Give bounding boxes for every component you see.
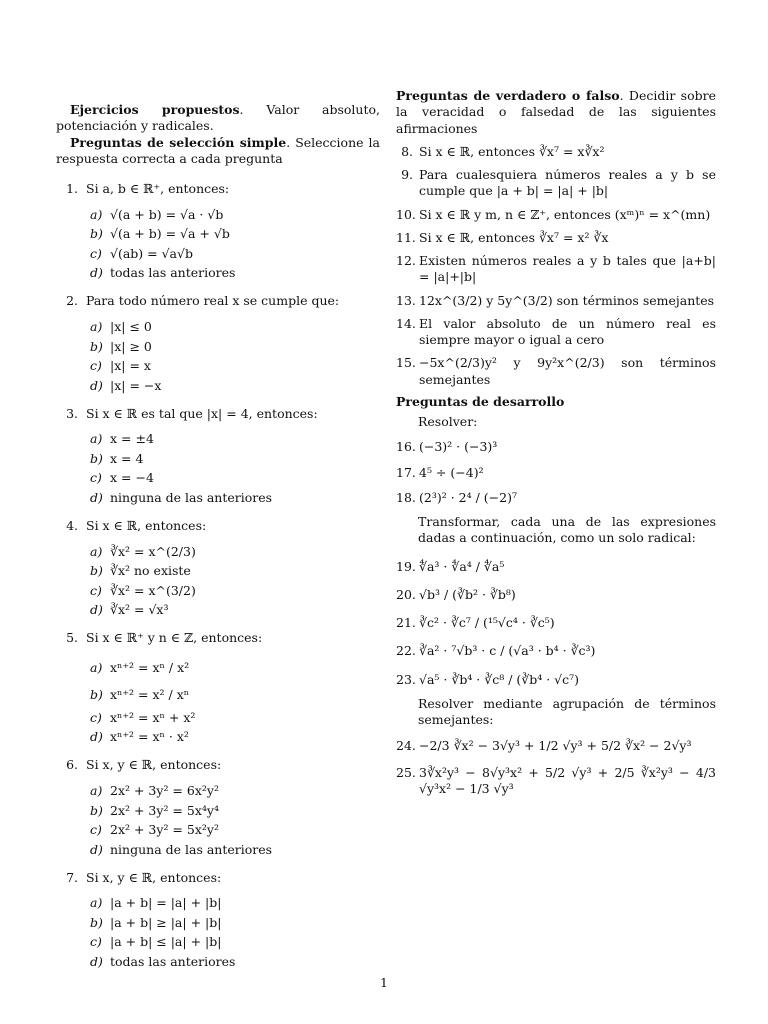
option-list	[90, 205, 380, 283]
tf-rest: . Decidir sobre la veracidad o falsedad de las siguientes afirmaciones	[396, 88, 716, 136]
option-label: c)	[90, 822, 102, 838]
question	[56, 518, 380, 534]
option-math: xⁿ⁺² = xⁿ · x²	[110, 729, 189, 745]
option-math: x = ±4	[110, 431, 154, 447]
tf-item	[396, 293, 716, 309]
option-label: d)	[90, 265, 103, 281]
option-math: √(a + b) = √a · √b	[110, 206, 224, 222]
tf-text: Si x ∈ ℝ, entonces ∛x⁷ = x² ∛x	[419, 229, 609, 245]
tf-number: 12.	[396, 253, 416, 268]
option-label: b)	[90, 226, 103, 242]
option-item	[90, 264, 380, 284]
option-list	[90, 782, 380, 860]
question-number: 6.	[66, 757, 78, 773]
option-list	[90, 894, 380, 972]
option-label: b)	[90, 563, 103, 579]
tf-item	[396, 230, 716, 246]
option-item	[90, 376, 380, 396]
option-item	[90, 488, 380, 508]
tf-title: Preguntas de verdadero o falso	[396, 88, 620, 103]
option-item	[90, 449, 380, 469]
option-item	[90, 708, 380, 728]
option-math: 2x² + 3y² = 5x²y²	[110, 822, 219, 838]
radical-number: 23.	[396, 671, 416, 687]
option-item	[90, 933, 380, 953]
option-label: a)	[90, 895, 103, 911]
option-label: c)	[90, 245, 102, 261]
tf-text: Existen números reales a y b tales que |a+b| = |a|+|b|	[419, 253, 716, 285]
option-math: |x| ≤ 0	[110, 319, 152, 335]
option-item	[90, 225, 380, 245]
question-text: Si x, y ∈ ℝ, entonces:	[86, 757, 222, 773]
tf-number: 8.	[401, 143, 413, 159]
dev-item	[396, 490, 716, 506]
option-item	[90, 840, 380, 860]
option-item	[90, 244, 380, 264]
resolver-label: Resolver:	[418, 414, 478, 429]
tf-text: −5x^(2/3)y² y 9y²x^(2/3) son términos semejantes	[419, 355, 716, 387]
radical-number: 22.	[396, 643, 416, 659]
option-item	[90, 601, 380, 621]
option-math: |x| ≥ 0	[110, 338, 152, 354]
question	[56, 630, 380, 646]
group-item	[396, 765, 716, 798]
option-label: b)	[90, 914, 103, 930]
question-list	[56, 181, 380, 972]
option-item	[90, 913, 380, 933]
option-item	[90, 357, 380, 377]
radical-item	[396, 672, 716, 688]
section-rest: . Seleccione la respuesta correcta a cada pregunta	[56, 134, 380, 166]
option-label: d)	[90, 729, 103, 745]
question-block	[56, 181, 380, 283]
radical-item	[396, 615, 716, 631]
option-item	[90, 581, 380, 601]
option-label: c)	[90, 358, 102, 374]
option-item	[90, 801, 380, 821]
question	[56, 293, 380, 309]
option-label: c)	[90, 709, 102, 725]
option-label: d)	[90, 841, 103, 857]
option-label: a)	[90, 206, 103, 222]
option-math: ∛x² = x^(3/2)	[110, 582, 196, 598]
option-item	[90, 337, 380, 357]
dev-text: (−3)² · (−3)³	[419, 439, 498, 455]
dev-text: (2³)² · 2⁴ / (−2)⁷	[419, 489, 517, 505]
question-number: 4.	[66, 517, 78, 533]
option-math: √(a + b) = √a + √b	[110, 226, 230, 242]
option-label: a)	[90, 319, 103, 335]
option-label: c)	[90, 934, 102, 950]
radical-number: 19.	[396, 558, 416, 574]
transform-text: Transformar, cada una de las expresiones dadas a continuación, como un solo radical:	[418, 514, 716, 546]
option-label: d)	[90, 602, 103, 618]
left-column	[56, 102, 380, 972]
intro-rest: . Valor absoluto, potenciación y radicales.	[56, 102, 381, 134]
radical-item	[396, 643, 716, 659]
question-number: 1.	[66, 181, 78, 196]
question-number: 7.	[66, 869, 78, 885]
tf-item	[396, 355, 716, 388]
option-item	[90, 728, 380, 748]
intro-paragraph	[56, 102, 380, 135]
option-item	[90, 562, 380, 582]
question	[56, 406, 380, 422]
option-label: a)	[90, 659, 103, 675]
question-block	[56, 870, 380, 972]
radical-item	[396, 587, 716, 603]
option-label: d)	[90, 953, 103, 969]
dev-item	[396, 465, 716, 481]
option-list	[90, 542, 380, 620]
option-label: d)	[90, 377, 103, 393]
tf-number: 13.	[396, 292, 416, 308]
intro-title: Ejercicios propuestos	[70, 102, 240, 117]
option-label: a)	[90, 783, 103, 799]
option-item	[90, 782, 380, 802]
option-label: b)	[90, 802, 103, 818]
option-label: c)	[90, 582, 102, 598]
radical-text: √b³ / (∛b² · ∛b⁸)	[419, 586, 516, 602]
option-math: todas las anteriores	[110, 265, 236, 281]
section-title: Preguntas de selección simple	[70, 134, 287, 150]
option-math: xⁿ⁺² = x² / xⁿ	[110, 686, 190, 702]
dev-list	[396, 439, 716, 506]
group-text: −2/3 ∛x² − 3√y³ + 1/2 √y³ + 5/2 ∛x² − 2√y³	[419, 738, 692, 754]
tf-text: Para cualesquiera números reales a y b se cumple que |a + b| = |a| + |b|	[419, 167, 716, 199]
option-item	[90, 430, 380, 450]
tf-number: 14.	[396, 315, 416, 331]
group-text: 3∛x²y³ − 8√y³x² + 5/2 √y³ + 2/5 ∛x²y³ − 4/3 √y³x² − 1/3 √y³	[419, 764, 716, 796]
page-number: 1	[380, 975, 388, 990]
option-math: |x| = x	[110, 358, 151, 374]
radical-text: √a⁵ · ∛b⁴ · ∛c⁸ / (∛b⁴ · √c⁷)	[419, 671, 580, 687]
radical-item	[396, 559, 716, 575]
dev-text: 4⁵ ÷ (−4)²	[419, 464, 484, 480]
option-item	[90, 469, 380, 489]
option-list	[90, 430, 380, 508]
radical-list	[396, 559, 716, 688]
tf-item	[396, 167, 716, 200]
option-math: todas las anteriores	[110, 953, 236, 969]
question	[56, 757, 380, 773]
option-item	[90, 894, 380, 914]
option-math: x = 4	[110, 450, 144, 466]
group-list	[396, 738, 716, 797]
question-text: Si a, b ∈ ℝ⁺, entonces:	[86, 181, 230, 196]
question	[56, 181, 380, 197]
right-column	[396, 88, 716, 797]
option-math: |a + b| = |a| + |b|	[110, 895, 222, 911]
question-text: Si x ∈ ℝ es tal que |x| = 4, entonces:	[86, 405, 318, 421]
true-false-list	[396, 144, 716, 388]
option-item	[90, 681, 380, 708]
option-label: c)	[90, 470, 102, 486]
option-item	[90, 318, 380, 338]
group-text: Resolver mediante agrupación de términos semejantes:	[418, 695, 716, 727]
radical-text: ∛a² · ⁷√b³ · c / (√a³ · b⁴ · ∛c³)	[419, 643, 596, 659]
tf-number: 10.	[396, 206, 416, 222]
option-item	[90, 952, 380, 972]
tf-item	[396, 144, 716, 160]
question	[56, 870, 380, 886]
question-block	[56, 293, 380, 395]
tf-text: El valor absoluto de un número real es siempre mayor o igual a cero	[419, 315, 716, 347]
option-math: x = −4	[110, 470, 154, 486]
question-block	[56, 757, 380, 859]
tf-paragraph	[396, 88, 716, 137]
tf-item	[396, 253, 716, 286]
dev-number: 18.	[396, 489, 416, 505]
question-text: Si x ∈ ℝ⁺ y n ∈ ℤ, entonces:	[86, 630, 263, 645]
question-number: 5.	[66, 630, 78, 645]
option-label: b)	[90, 338, 103, 354]
option-label: d)	[90, 489, 103, 505]
section-paragraph	[56, 135, 380, 168]
option-math: |x| = −x	[110, 377, 162, 393]
option-math: |a + b| ≥ |a| + |b|	[110, 914, 222, 930]
option-label: a)	[90, 543, 103, 559]
option-math: xⁿ⁺² = xⁿ + x²	[110, 709, 196, 725]
tf-text: Si x ∈ ℝ, entonces ∛x⁷ = x∛x²	[419, 143, 605, 159]
question-block	[56, 406, 380, 508]
option-math: ninguna de las anteriores	[110, 841, 273, 857]
question-text: Si x, y ∈ ℝ, entonces:	[86, 869, 222, 885]
group-number: 24.	[396, 738, 416, 754]
option-list	[90, 318, 380, 396]
question-number: 3.	[66, 405, 78, 421]
option-math: 2x² + 3y² = 6x²y²	[110, 783, 219, 799]
tf-text: 12x^(3/2) y 5y^(3/2) son términos semejantes	[419, 292, 715, 308]
option-math: ∛x² = √x³	[110, 602, 169, 618]
question-number: 2.	[66, 293, 78, 309]
tf-item	[396, 316, 716, 349]
option-list	[90, 654, 380, 747]
tf-number: 15.	[396, 355, 416, 371]
dev-title: Preguntas de desarrollo	[396, 393, 565, 409]
radical-number: 21.	[396, 615, 416, 630]
group-item	[396, 738, 716, 754]
radical-text: ∜a³ · ∜a⁴ / ∜a⁵	[419, 558, 505, 574]
dev-number: 17.	[396, 464, 416, 480]
option-item	[90, 821, 380, 841]
tf-text: Si x ∈ ℝ y m, n ∈ ℤ⁺, entonces (xᵐ)ⁿ = x^(mn)	[419, 206, 711, 222]
option-item	[90, 542, 380, 562]
tf-number: 9.	[401, 167, 413, 182]
option-item	[90, 205, 380, 225]
option-math: ninguna de las anteriores	[110, 489, 273, 505]
tf-item	[396, 207, 716, 223]
option-label: b)	[90, 686, 103, 702]
option-label: a)	[90, 431, 103, 447]
question-text: Si x ∈ ℝ, entonces:	[86, 517, 207, 533]
tf-number: 11.	[396, 229, 416, 245]
question-block	[56, 518, 380, 620]
radical-number: 20.	[396, 586, 416, 602]
option-math: √(ab) = √a√b	[110, 245, 193, 261]
question-block	[56, 630, 380, 747]
option-math: 2x² + 3y² = 5x⁴y⁴	[110, 802, 219, 818]
option-math: |a + b| ≤ |a| + |b|	[110, 934, 222, 950]
option-label: b)	[90, 450, 103, 466]
dev-item	[396, 439, 716, 455]
option-math: ∛x² no existe	[110, 563, 191, 579]
option-item	[90, 654, 380, 681]
dev-number: 16.	[396, 439, 416, 455]
option-math: ∛x² = x^(2/3)	[110, 543, 196, 559]
group-number: 25.	[396, 764, 416, 780]
question-text: Para todo número real x se cumple que:	[86, 293, 340, 309]
radical-text: ∛c² · ∛c⁷ / (¹⁵√c⁴ · ∛c⁵)	[419, 615, 555, 630]
option-math: xⁿ⁺² = xⁿ / x²	[110, 659, 190, 675]
